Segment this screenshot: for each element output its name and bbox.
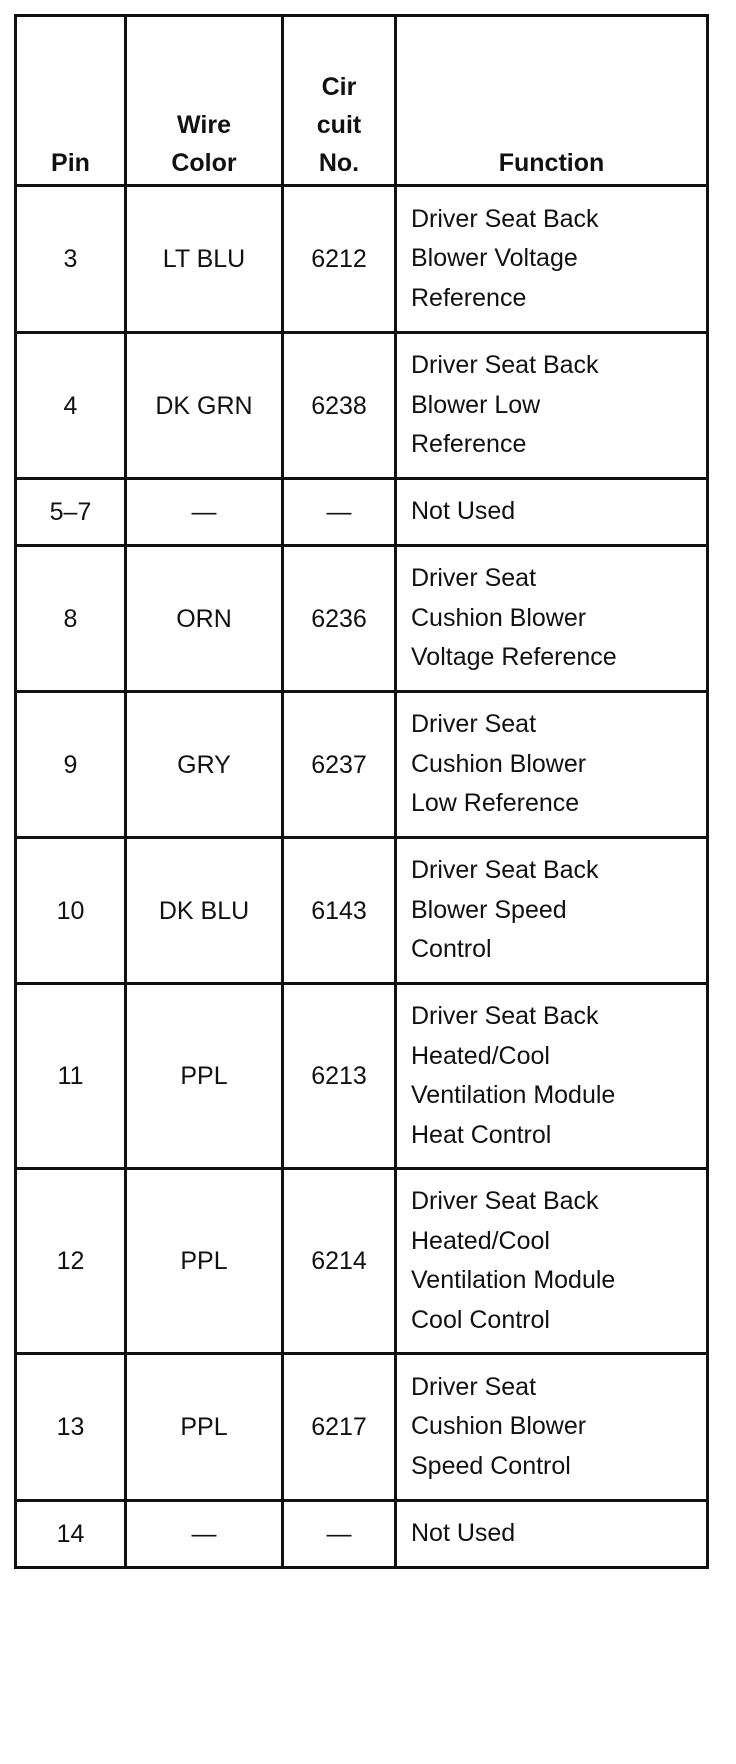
function-line: Heated/Cool <box>411 1226 550 1255</box>
wire-color-cell: ORN <box>126 546 283 692</box>
circuit-cell: 6217 <box>283 1354 396 1501</box>
table-row <box>16 1501 708 1568</box>
function-cell <box>396 1354 708 1501</box>
function-cell <box>396 1501 708 1568</box>
header-pin-label: Pin <box>51 149 90 177</box>
function-line: Ventilation Module <box>411 1081 616 1109</box>
wire-color-cell: PPL <box>126 1169 283 1354</box>
table-row <box>16 479 708 546</box>
circuit-cell: 6236 <box>283 546 396 692</box>
pin-cell: 4 <box>16 333 126 479</box>
function-cell <box>396 333 708 479</box>
circuit-cell: 6212 <box>283 186 396 333</box>
wire-color-cell: LT BLU <box>126 186 283 333</box>
wire-color-cell: — <box>126 479 283 546</box>
function-line: Blower Voltage <box>411 244 578 273</box>
pin-cell: 8 <box>16 546 126 692</box>
function-line: Low Reference <box>411 789 580 818</box>
wire-color-cell: GRY <box>126 692 283 838</box>
function-line: Reference <box>411 283 527 312</box>
pin-cell: 13 <box>16 1354 126 1501</box>
header-circuit-line-1: Cir <box>321 73 357 101</box>
function-cell <box>396 546 708 692</box>
pin-cell: 14 <box>16 1501 126 1568</box>
function-line: Cushion Blower <box>411 1412 587 1441</box>
function-line: Speed Control <box>411 1451 571 1480</box>
function-line: Driver Seat Back <box>411 856 599 885</box>
pinout-body <box>16 186 708 1568</box>
table-row <box>16 546 708 692</box>
function-line: Heat Control <box>411 1120 552 1149</box>
pin-cell: 11 <box>16 984 126 1169</box>
function-line: Heated/Cool <box>411 1041 550 1070</box>
wire-color-cell: PPL <box>126 984 283 1169</box>
function-line: Cushion Blower <box>411 749 587 778</box>
connector-pinout-table <box>14 14 709 1569</box>
wire-color-cell: — <box>126 1501 283 1568</box>
table-row <box>16 1354 708 1501</box>
header-wire-color <box>126 16 283 186</box>
pin-cell: 5–7 <box>16 479 126 546</box>
function-line: Driver Seat <box>411 710 537 739</box>
circuit-cell: 6213 <box>283 984 396 1169</box>
header-row <box>16 16 708 186</box>
function-line: Driver Seat Back <box>411 204 599 233</box>
function-line: Driver Seat <box>411 564 537 593</box>
header-wire-color-line-1: Wire <box>177 111 231 139</box>
table-row <box>16 984 708 1169</box>
function-cell <box>396 692 708 838</box>
header-wire-color-line-2: Color <box>171 149 237 177</box>
wire-color-cell: PPL <box>126 1354 283 1501</box>
table-row <box>16 333 708 479</box>
header-function-label: Function <box>498 149 605 177</box>
function-line: Cool Control <box>411 1305 550 1334</box>
function-cell <box>396 186 708 333</box>
function-cell <box>396 984 708 1169</box>
pin-cell: 9 <box>16 692 126 838</box>
circuit-cell: — <box>283 1501 396 1568</box>
function-line: Control <box>411 935 492 964</box>
table-row <box>16 838 708 984</box>
header-circuit-line-2: cuit <box>316 111 362 139</box>
header-pin <box>16 16 126 186</box>
function-line: Voltage Reference <box>411 643 617 672</box>
function-line: Blower Low <box>411 390 541 419</box>
circuit-cell: 6238 <box>283 333 396 479</box>
circuit-cell: 6143 <box>283 838 396 984</box>
table-row <box>16 186 708 333</box>
function-line: Ventilation Module <box>411 1266 616 1294</box>
function-line: Not Used <box>411 497 516 526</box>
circuit-cell: 6214 <box>283 1169 396 1354</box>
function-line: Driver Seat Back <box>411 351 599 380</box>
header-circuit-no <box>283 16 396 186</box>
header-function <box>396 16 708 186</box>
wire-color-cell: DK GRN <box>126 333 283 479</box>
pin-cell: 3 <box>16 186 126 333</box>
pin-cell: 10 <box>16 838 126 984</box>
pin-cell: 12 <box>16 1169 126 1354</box>
function-line: Reference <box>411 430 527 459</box>
function-line: Driver Seat Back <box>411 1187 599 1215</box>
function-line: Blower Speed <box>411 895 567 924</box>
function-cell <box>396 1169 708 1354</box>
function-line: Driver Seat Back <box>411 1002 599 1030</box>
circuit-cell: — <box>283 479 396 546</box>
function-line: Driver Seat <box>411 1372 537 1401</box>
function-line: Not Used <box>411 1519 516 1548</box>
function-line: Cushion Blower <box>411 603 587 632</box>
table-row <box>16 692 708 838</box>
header-circuit-line-3: No. <box>318 149 360 177</box>
circuit-cell: 6237 <box>283 692 396 838</box>
function-cell <box>396 838 708 984</box>
table-row <box>16 1169 708 1354</box>
wire-color-cell: DK BLU <box>126 838 283 984</box>
function-cell <box>396 479 708 546</box>
